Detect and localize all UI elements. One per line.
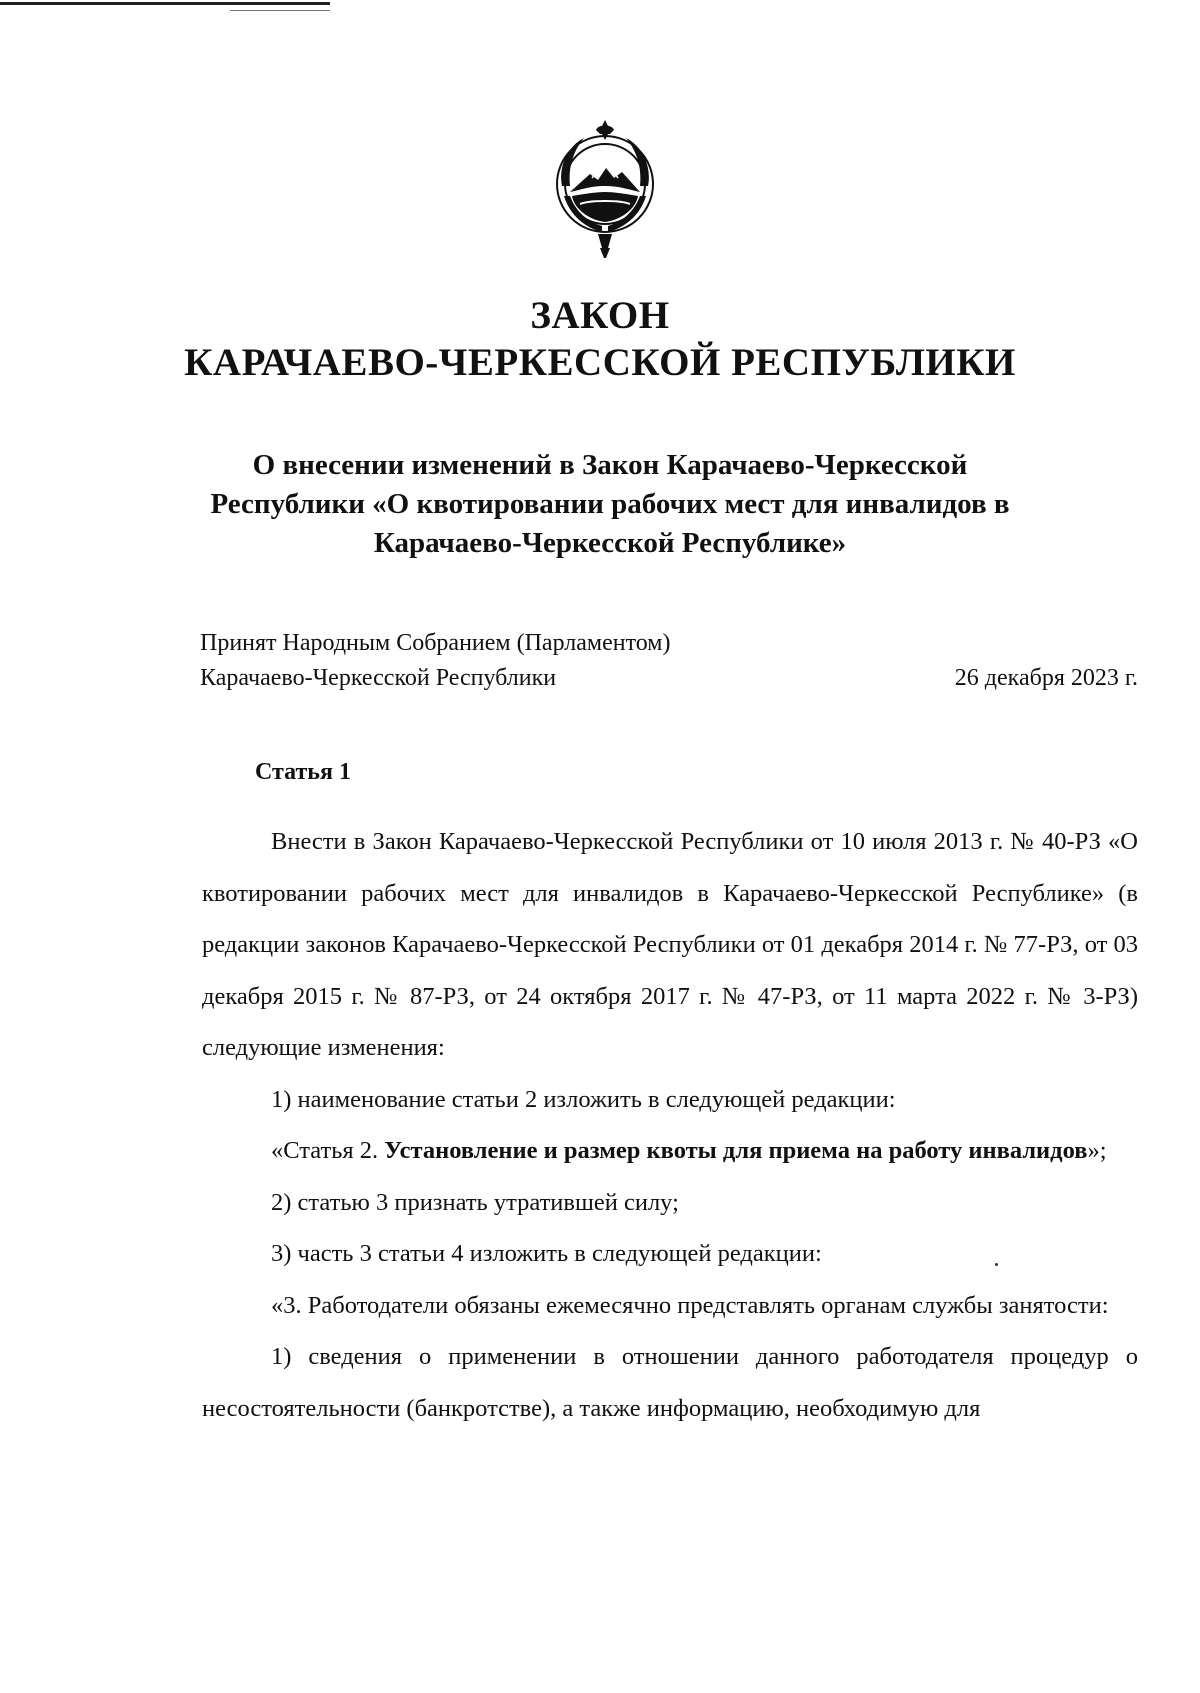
subject-line: О внесении изменений в Закон Карачаево-Черкесской	[252, 449, 968, 481]
adoption-line: Принят Народным Собранием (Парламентом)	[200, 630, 671, 656]
quote-bold-text: Установление и размер квоты для приема на работу инвалидов	[384, 1137, 1088, 1164]
article-intro-paragraph: Внести в Закон Карачаево-Черкесской Республики от 10 июля 2013 г. № 40-РЗ «О квотировании рабочих мест для инвалидов в Карачаево-Черкесской Республике» (в редакции законов Карачаево-Черкесской Республики от 01 декабря 2014 г. № 77-РЗ, от 03 декабря 2015 г. № 87-РЗ, от 24 октября 2017 г. № 47-РЗ, от 11 марта 2022 г. № 3-РЗ) следующие изменения:	[202, 828, 1138, 1061]
article-heading: Статья 1	[255, 759, 351, 785]
amendment-item-2: 2) статью 3 признать утратившей силу;	[271, 1188, 679, 1216]
scan-speck	[995, 1263, 998, 1266]
amendment-item-3-quote: «3. Работодатели обязаны ежемесячно представлять органам службы занятости:	[271, 1291, 1109, 1319]
subject-line: Республики «О квотировании рабочих мест для инвалидов в	[210, 488, 1010, 520]
quote-prefix: «Статья 2.	[271, 1137, 385, 1164]
subject-line: Карачаево-Черкесской Республике»	[373, 527, 847, 559]
law-subject	[200, 446, 1020, 563]
quote-suffix: »;	[1087, 1137, 1107, 1164]
article-body	[202, 816, 1138, 1434]
coat-of-arms-emblem	[540, 116, 670, 266]
amendment-item-1: 1) наименование статьи 2 изложить в следующей редакции:	[271, 1085, 896, 1113]
adoption-date: 26 декабря 2023 г.	[954, 665, 1138, 691]
amendment-item-1-quote	[202, 1125, 1138, 1177]
scan-edge-line	[230, 10, 330, 11]
law-title: ЗАКОН	[530, 294, 670, 337]
amendment-item-3: 3) часть 3 статьи 4 изложить в следующей редакции:	[271, 1240, 822, 1267]
adoption-line: Карачаево-Черкесской Республики	[200, 665, 557, 691]
scan-edge-line	[0, 2, 330, 5]
law-republic-title: КАРАЧАЕВО-ЧЕРКЕССКОЙ РЕСПУБЛИКИ	[184, 341, 1016, 384]
amendment-item-3-subitem-1: 1) сведения о применении в отношении данного работодателя процедур о несостоятельности (банкротстве), а также информацию, необходимую для	[202, 1343, 1138, 1422]
adoption-statement	[200, 626, 670, 696]
